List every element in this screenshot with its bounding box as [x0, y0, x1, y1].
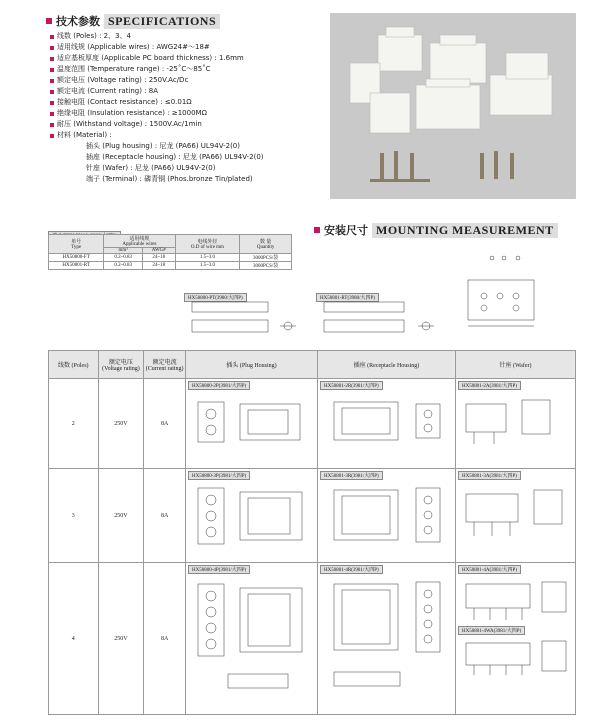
bullet-icon	[50, 123, 54, 127]
mounting-title-en: MOUNTING MEASUREMENT	[372, 223, 558, 238]
receptacle-3r-drawing	[320, 480, 452, 552]
spec-list	[50, 31, 320, 185]
ft-drawing-label: HX50800-PT(3980/大四P)	[184, 284, 247, 303]
bullet-icon	[50, 46, 54, 50]
product-photo	[330, 13, 576, 199]
spec-title-en: SPECIFICATIONS	[104, 14, 220, 29]
th-poles: 线数 (Poles)	[49, 351, 99, 379]
th-wafer: 针座 (Wafer)	[455, 351, 575, 379]
bullet-icon	[50, 90, 54, 94]
wafer-2a-drawing	[458, 390, 572, 460]
mounting-title-cn: 安装尺寸	[324, 224, 368, 237]
bullet-icon	[50, 57, 54, 61]
connector-photo-illustration	[330, 13, 576, 199]
spec-item: 材料 (Material) :	[50, 130, 320, 141]
table-row: 3 250V 8A HX50800-3P(3981/大四P) HX50801-3R(3981/大四P) HX50801-3A(3981/大四P)	[49, 469, 576, 563]
plug-2p-drawing	[188, 390, 314, 460]
bullet-icon	[50, 112, 54, 116]
wafer-cell: HX50801-3A(3981/大四P)	[455, 469, 575, 563]
material-item: 针座 (Wafer) : 尼龙 (PA66) UL94V-2(0)	[86, 164, 216, 172]
th-current: 额定电流 (Current rating)	[144, 351, 186, 379]
bullet-square-icon	[314, 227, 320, 233]
spec-item: 适用线规 (Applicable wires) : AWG24#～18#	[50, 42, 320, 53]
plug-cell: HX50800-2P(3981/大四P)	[186, 379, 318, 469]
material-item: 插头 (Plug housing) : 尼龙 (PA66) UL94V-2(0)	[86, 142, 240, 150]
rt-drawing-label: HX50801-RT(3980/大四P)	[316, 284, 379, 303]
table-row: HX50800-FT 0.2~0.83 24~18 1.5~3.0 3000PCS/袋	[49, 254, 292, 262]
spec-title	[46, 13, 220, 29]
material-item: 插座 (Receptacle housing) : 尼龙 (PA66) UL94V-2(0)	[86, 153, 264, 161]
wafer-3a-drawing	[458, 480, 572, 552]
spec-title-cn: 技术参数	[56, 15, 100, 28]
th-voltage: 额定电压 (Voltage rating)	[98, 351, 144, 379]
pcb-layout-drawing	[448, 246, 574, 338]
bullet-icon	[50, 134, 54, 138]
wafer-cell: HX50801-4A(3981/大四P) HX50801-4WA(3981/大四P)	[455, 563, 575, 715]
receptacle-2r-drawing	[320, 390, 452, 460]
bullet-icon	[50, 79, 54, 83]
wafer-4a-drawing	[458, 574, 572, 624]
spec-item: 绝缘电阻 (Insulation resistance) : ≥1000MΩ	[50, 108, 320, 119]
plug-3p-drawing	[188, 480, 314, 552]
bullet-icon	[50, 35, 54, 39]
bullet-icon	[50, 68, 54, 72]
spec-item: 额定电压 (Voltage rating) : 250V.Ac/Dc	[50, 75, 320, 86]
receptacle-cell: HX50801-4R(3981/大四P)	[318, 563, 456, 715]
receptacle-cell: HX50801-2R(3981/大四P)	[318, 379, 456, 469]
th-plug: 插头 (Plug Housing)	[186, 351, 318, 379]
wafer-4wa-drawing	[458, 635, 572, 687]
receptacle-4r-drawing	[320, 574, 452, 704]
th-od: 电线外径 O.D of wire mm	[175, 235, 240, 254]
ft-terminal-drawing	[184, 296, 304, 342]
plug-4p-drawing	[188, 574, 314, 704]
table-row: HX50801-RT 0.2~0.83 24~18 1.5~3.0 3000PCS/袋	[49, 262, 292, 270]
table-row: 2 250V 8A HX50800-2P(3981/大四P) HX50801-2R(3981/大四P) HX50801-2A(3981/大四P)	[49, 379, 576, 469]
material-item: 端子 (Terminal) : 磷青铜 (Phos.bronze Tin/plated)	[86, 175, 253, 183]
mounting-title	[314, 222, 558, 238]
housing-table	[48, 350, 576, 715]
th-wires: 适用线规 Applicable wires	[104, 235, 175, 248]
plug-cell: HX50800-4P(3981/大四P)	[186, 563, 318, 715]
spec-item: 适应基板厚度 (Applicable PC board thickness) : 1.6mm	[50, 53, 320, 64]
spec-item: 接触电阻 (Contact resistance) : ≤0.01Ω	[50, 97, 320, 108]
th-qty: 数 量 Quantity	[240, 235, 292, 254]
receptacle-cell: HX50801-3R(3981/大四P)	[318, 469, 456, 563]
spec-item: 温度范围 (Temperature range) : -25˚C～85˚C	[50, 64, 320, 75]
table-row: 4 250V 8A HX50800-4P(3981/大四P) HX50801-4R(3981/大四P) HX50801-4A(3981/大四P) HX50801-4WA(3981/大四P)	[49, 563, 576, 715]
spec-item: 线数 (Poles) : 2、3、4	[50, 31, 320, 42]
wafer-cell: HX50801-2A(3981/大四P)	[455, 379, 575, 469]
th-mm2: mm²	[104, 248, 143, 254]
th-type: 单号 Type	[49, 235, 104, 254]
bullet-icon	[50, 101, 54, 105]
plug-cell: HX50800-3P(3981/大四P)	[186, 469, 318, 563]
spec-item: 耐压 (Withstand voltage) : 1500V.Ac/1min	[50, 119, 320, 130]
terminal-table	[48, 234, 292, 270]
rt-terminal-drawing	[316, 296, 446, 342]
spec-item: 额定电流 (Current rating) : 8A	[50, 86, 320, 97]
th-awg: AWG#	[143, 248, 175, 254]
bullet-square-icon	[46, 18, 52, 24]
th-receptacle: 插座 (Receptacle Housing)	[318, 351, 456, 379]
